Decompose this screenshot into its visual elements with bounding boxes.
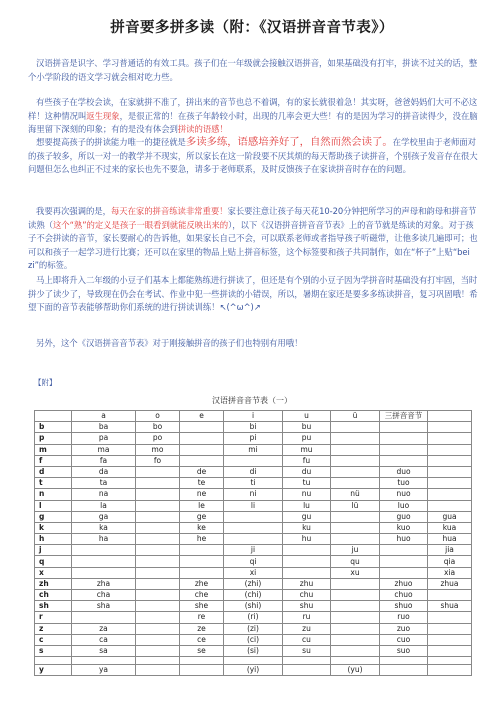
syllable-cell [428,433,472,444]
syllable-cell [136,567,180,578]
syllable-cell [136,522,180,533]
syllable-cell: fu [283,455,331,466]
syllable-cell: shuo [380,601,428,612]
syllable-cell [331,612,380,623]
syllable-cell: te [180,478,224,489]
syllable-cell [331,466,380,477]
initial-cell: zh [35,578,72,589]
initial-cell: n [35,489,72,500]
syllable-cell [428,645,472,656]
syllable-cell [331,511,380,522]
table-row [35,590,472,601]
initial-cell: r [35,612,72,623]
syllable-cell: xu [331,567,380,578]
table-header-cell: a [72,411,136,422]
syllable-cell [380,422,428,433]
syllable-cell: cu [283,634,331,645]
syllable-cell [380,545,428,556]
table-row [35,500,472,511]
syllable-cell [428,500,472,511]
initial-cell: g [35,511,72,522]
syllable-cell: ta [72,478,136,489]
syllable-cell: ma [72,444,136,455]
syllable-cell [136,634,180,645]
syllable-cell: qi [224,556,283,567]
syllable-cell [380,657,428,665]
table-row [35,578,472,589]
syllable-cell [331,422,380,433]
table-row [35,545,472,556]
syllable-cell: qu [331,556,380,567]
syllable-cell [72,556,136,567]
paragraph-text: 想要提高孩子的拼读能力唯一的捷径就是 [36,137,186,147]
paragraph-text: 家长要注意让孩子每天花10-20分钟把所学习的声母和韵母和拼音节读熟（ [28,206,477,230]
syllable-cell: ka [72,522,136,533]
initial-cell: s [35,645,72,656]
initial-cell: ch [35,590,72,601]
syllable-cell: (zi) [224,623,283,634]
syllable-cell [224,455,283,466]
syllable-cell: su [283,645,331,656]
syllable-cell [136,545,180,556]
syllable-cell: kuo [380,522,428,533]
paragraph-summer: 马上即将升入二年级的小豆子们基本上都能熟练进行拼读了，但还是有个别的小豆子因为学拼音时基础没有打牢固，当时拼少了读少了，导致现在仍会在考试、作业中犯一些拼读的小错误，所以，暑期在家还是要多多练读拼音，复习巩固哦！希望下面的音节表能够帮助你们系统的进行拼读训练！↖(^ω^)↗ [28,275,478,313]
table-row [35,623,472,634]
syllable-cell: ru [283,612,331,623]
paragraph-text: ），以下《汉语拼音拼音音节表》上的音节就是练读的对象。对于孩子不会拼读的音节，家长要耐心的告诉他，如果家长自己不会，可以联系老师或者指导孩子听磁带，让他多读几遍即可；也可以和孩子一起学习进行比赛；还可以在家里的物品上贴上拼音标签，这个标签要和孩子共同制作，如在“杯子”上贴“bei zi”的标签。 [28,219,478,271]
syllable-cell [380,455,428,466]
highlight-text: 多读多练，语感培养好了，自然而然会读了。 [185,136,393,148]
syllable-cell [331,478,380,489]
attachment-label: 【附】 [34,378,57,387]
syllable-cell: she [180,601,224,612]
initial-cell: z [35,623,72,634]
syllable-cell [331,534,380,545]
syllable-cell: ji [224,545,283,556]
table-header-cell: ü [331,411,380,422]
syllable-cell [72,545,136,556]
highlight-text: 每天在家的拼音练读非常重要！ [110,206,228,216]
syllable-cell: pu [283,433,331,444]
syllable-cell: fo [136,455,180,466]
syllable-cell: duo [380,466,428,477]
syllable-cell: hua [428,534,472,545]
initial-cell [35,657,72,665]
syllable-cell [136,601,180,612]
page-title: 拼音要多拼多读（附：《汉语拼音音节表》） [110,20,394,36]
syllable-cell: po [136,433,180,444]
syllable-cell: ba [72,422,136,433]
table-row [35,645,472,656]
syllable-cell: ne [180,489,224,500]
syllable-cell [136,665,180,676]
syllable-cell [180,567,224,578]
syllable-cell: cha [72,590,136,601]
syllable-cell: xi [224,567,283,578]
syllable-cell [331,623,380,634]
syllable-cell [136,500,180,511]
syllable-cell [428,422,472,433]
initial-cell: c [35,634,72,645]
syllable-cell [283,665,331,676]
syllable-cell [428,466,472,477]
syllable-cell: mi [224,444,283,455]
syllable-cell: ga [72,511,136,522]
syllable-cell [331,634,380,645]
paragraph-closing: 另外，这个《汉语拼音音节表》对于刚接触拼音的孩子们也特别有用哦！ [36,338,303,348]
syllable-cell: luo [380,500,428,511]
syllable-cell: da [72,466,136,477]
syllable-cell: ze [180,623,224,634]
syllable-cell [180,444,224,455]
syllable-cell: pi [224,433,283,444]
syllable-cell: (si) [224,645,283,656]
syllable-cell: shu [283,601,331,612]
initial-cell: sh [35,601,72,612]
syllable-cell: (shi) [224,601,283,612]
initial-cell: k [35,522,72,533]
table-row [35,489,472,500]
syllable-cell: zhuo [380,578,428,589]
syllable-cell [428,489,472,500]
syllable-cell [136,578,180,589]
initial-cell: q [35,556,72,567]
syllable-table [34,410,472,676]
initial-cell: f [35,455,72,466]
syllable-cell: chu [283,590,331,601]
syllable-cell [428,455,472,466]
syllable-cell [72,657,136,665]
syllable-cell [136,466,180,477]
table-row [35,466,472,477]
table-row [35,522,472,533]
table-header-cell: o [136,411,180,422]
table-header-cell: e [180,411,224,422]
paragraph-text: 在学校里由于老师面对的孩子较多，所以一对一的教学并不现实，所以家长在这一阶段要不厌其烦的每天帮助孩子读拼音，个别孩子发音存在很大问题但怎么也纠正不过来的家长也先不要急，请多于老师联系，及时反馈孩子在家读拼音时存在的问题。 [28,137,478,175]
initial-cell: x [35,567,72,578]
initial-cell: b [35,422,72,433]
syllable-cell [428,444,472,455]
syllable-cell: zhua [428,578,472,589]
syllable-cell [180,545,224,556]
syllable-cell [180,665,224,676]
table-row [35,657,472,665]
syllable-cell [380,665,428,676]
syllable-cell: (ci) [224,634,283,645]
syllable-cell: du [283,466,331,477]
syllable-cell [180,556,224,567]
initial-cell: m [35,444,72,455]
syllable-cell [283,567,331,578]
syllable-cell: xia [428,567,472,578]
syllable-cell: ha [72,534,136,545]
paragraph-text: 我要再次强调的是， [36,206,111,216]
table-header-cell: i [224,411,283,422]
table-header-row [35,411,472,422]
syllable-cell: gua [428,511,472,522]
syllable-cell: la [72,500,136,511]
syllable-cell [224,534,283,545]
table-row [35,511,472,522]
syllable-cell [136,478,180,489]
syllable-cell [283,556,331,567]
syllable-cell [428,634,472,645]
syllable-cell: qia [428,556,472,567]
table-row [35,601,472,612]
syllable-cell: ke [180,522,224,533]
initial-cell: h [35,534,72,545]
syllable-cell: ya [72,665,136,676]
syllable-cell: za [72,623,136,634]
syllable-cell: le [180,500,224,511]
syllable-cell: che [180,590,224,601]
syllable-cell [72,567,136,578]
initial-cell: l [35,500,72,511]
syllable-cell [380,433,428,444]
syllable-cell [428,612,472,623]
syllable-cell: bo [136,422,180,433]
syllable-cell [380,567,428,578]
initial-cell: d [35,466,72,477]
initial-cell: y [35,665,72,676]
syllable-cell [331,657,380,665]
syllable-cell: ju [331,545,380,556]
syllable-cell: zha [72,578,136,589]
table-header-cell [428,411,472,422]
syllable-cell: guo [380,511,428,522]
syllable-cell: (yi) [224,665,283,676]
syllable-cell: ku [283,522,331,533]
syllable-cell: (yu) [331,665,380,676]
syllable-cell: zhu [283,578,331,589]
syllable-cell: di [224,466,283,477]
syllable-cell: shua [428,601,472,612]
syllable-cell: jia [428,545,472,556]
syllable-cell [428,590,472,601]
syllable-cell [331,522,380,533]
table-header-cell [35,411,72,422]
syllable-cell [136,556,180,567]
table-row [35,567,472,578]
table-row [35,556,472,567]
syllable-cell: (zhi) [224,578,283,589]
syllable-cell: ca [72,634,136,645]
syllable-cell: ruo [380,612,428,623]
syllable-cell: lu [283,500,331,511]
syllable-cell: ti [224,478,283,489]
syllable-cell [136,511,180,522]
syllable-cell: sha [72,601,136,612]
table-row [35,422,472,433]
syllable-cell [428,623,472,634]
syllable-cell: suo [380,645,428,656]
syllable-cell [180,657,224,665]
syllable-cell: ge [180,511,224,522]
syllable-cell [283,657,331,665]
table-title: 汉语拼音音节表（一） [212,396,292,405]
syllable-cell [331,433,380,444]
table-row [35,478,472,489]
table-row [35,534,472,545]
syllable-cell: cuo [380,634,428,645]
syllable-cell [136,534,180,545]
table-row [35,634,472,645]
paragraph-text: 有些孩子在学校会读，在家就拼不准了，拼出来的音节也总不着调，有的家长就很着急！其实呀，爸爸妈妈们大可不必这样！这种情况叫 [28,97,478,121]
initial-cell: t [35,478,72,489]
highlight-text: 返生现象 [86,110,120,121]
syllable-cell: ni [224,489,283,500]
syllable-cell: li [224,500,283,511]
syllable-cell: mu [283,444,331,455]
syllable-cell [180,422,224,433]
syllable-cell: nü [331,489,380,500]
syllable-cell [331,645,380,656]
syllable-cell [331,590,380,601]
syllable-cell: kua [428,522,472,533]
syllable-cell: huo [380,534,428,545]
syllable-cell [331,444,380,455]
syllable-cell [428,665,472,676]
syllable-cell: na [72,489,136,500]
syllable-cell: zhe [180,578,224,589]
syllable-cell: hu [283,534,331,545]
syllable-cell [331,578,380,589]
syllable-cell [331,601,380,612]
syllable-cell [136,489,180,500]
syllable-cell: se [180,645,224,656]
paragraph-emphasis [28,205,480,273]
table-body [35,411,472,676]
syllable-cell: lü [331,500,380,511]
paragraph-intro: 汉语拼音是识字、学习普通话的有效工具。孩子们在一年级就会接触汉语拼音，如果基础没有打牢，拼读不过关的话，整个小学阶段的语文学习就会相对吃力些。 [28,58,478,82]
syllable-cell [72,612,136,623]
syllable-cell [136,612,180,623]
syllable-cell: de [180,466,224,477]
highlight-text: 这个“熟”的定义是孩子一眼看到就能反映出来的 [52,219,229,230]
table-row [35,612,472,623]
syllable-cell: nu [283,489,331,500]
syllable-cell: tu [283,478,331,489]
table-header-cell: 三拼音音节 [380,411,428,422]
syllable-cell [136,645,180,656]
syllable-cell: (ri) [224,612,283,623]
syllable-cell [180,455,224,466]
syllable-cell: chuo [380,590,428,601]
paragraph-practice [28,136,480,177]
syllable-cell: re [180,612,224,623]
initial-cell: p [35,433,72,444]
syllable-cell: ce [180,634,224,645]
syllable-cell: pa [72,433,136,444]
syllable-cell [428,478,472,489]
syllable-cell [224,511,283,522]
syllable-cell [136,623,180,634]
table-row [35,665,472,676]
syllable-cell: nuo [380,489,428,500]
table-row [35,455,472,466]
syllable-cell: gu [283,511,331,522]
syllable-cell [136,590,180,601]
syllable-cell: mo [136,444,180,455]
paragraph-regression [28,96,480,137]
syllable-cell [180,433,224,444]
syllable-cell: he [180,534,224,545]
syllable-cell: (chi) [224,590,283,601]
table-row [35,444,472,455]
initial-cell: j [35,545,72,556]
syllable-cell [224,522,283,533]
syllable-cell [380,556,428,567]
syllable-cell [331,455,380,466]
syllable-cell: zuo [380,623,428,634]
syllable-cell: bi [224,422,283,433]
paragraph-text: ，是很正常的！在孩子年龄较小时，出现的几率会更大些！有的是因为学习的拼音读得少，没在脑海里留下深刻的印象；有的是没有体会到 [28,110,478,135]
table-header-cell: u [283,411,331,422]
syllable-cell: bu [283,422,331,433]
syllable-cell [283,545,331,556]
syllable-cell: tuo [380,478,428,489]
syllable-cell: zu [283,623,331,634]
table-row [35,433,472,444]
highlight-text: 拼读的语感！ [177,124,228,135]
syllable-cell: sa [72,645,136,656]
syllable-cell [224,657,283,665]
syllable-cell [428,657,472,665]
syllable-cell: fa [72,455,136,466]
syllable-cell [380,444,428,455]
syllable-cell [136,657,180,665]
